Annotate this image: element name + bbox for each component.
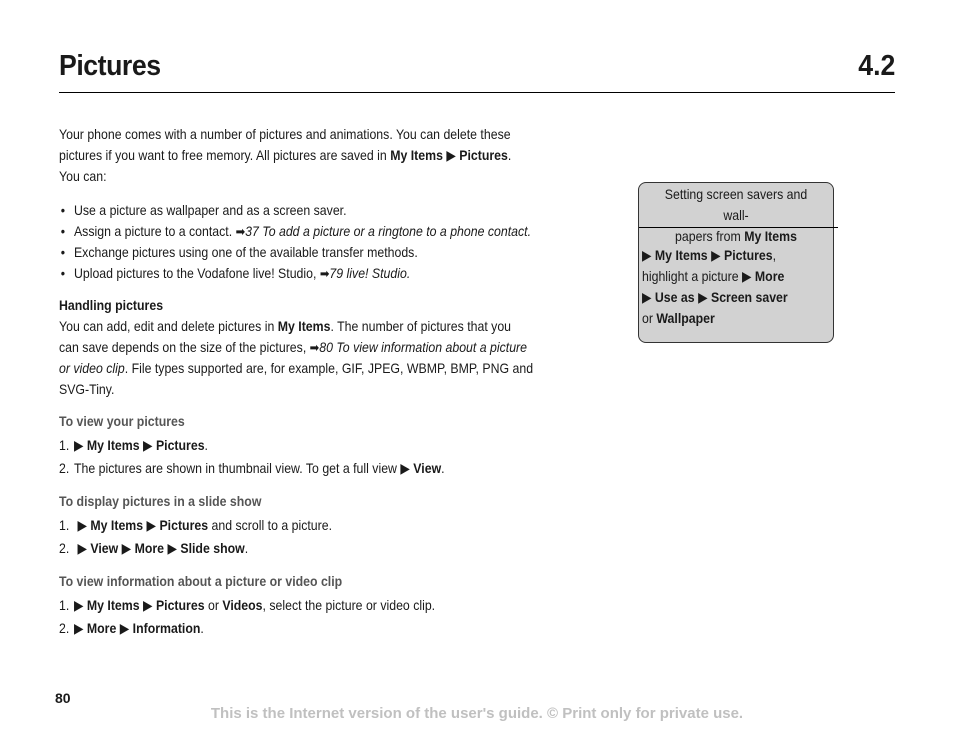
arrow-right-icon: ▶ xyxy=(77,540,87,556)
step-item: 1. ▶ My Items ▶ Pictures. xyxy=(59,437,208,453)
list-item: • Upload pictures to the Vodafone live! Studio, ➡79 live! Studio. xyxy=(59,263,534,284)
arrow-right-icon: ▶ xyxy=(642,289,652,305)
procedure-heading: To view information about a picture or video clip xyxy=(59,573,343,589)
tip-box xyxy=(638,182,834,343)
arrow-right-icon: ▶ xyxy=(711,247,721,263)
arrow-right-icon: ▶ xyxy=(446,147,456,163)
arrow-right-icon: ▶ xyxy=(73,437,84,453)
cross-reference-link[interactable]: 37 To add a picture or a ringtone to a phone contact. xyxy=(245,223,532,239)
step-item: 1. ▶ My Items ▶ Pictures and scroll to a picture. xyxy=(59,517,333,533)
arrow-right-icon: ▶ xyxy=(698,289,708,305)
arrow-right-icon: ▶ xyxy=(73,620,84,636)
arrow-right-icon: ▶ xyxy=(642,247,652,263)
intro-line-3: You can: xyxy=(59,168,107,184)
list-item: • Exchange pictures using one of the available transfer methods. xyxy=(59,242,534,263)
menu-pictures: Pictures xyxy=(459,147,508,163)
list-item: • Assign a picture to a contact. ➡37 To add a picture or a ringtone to a phone contact. xyxy=(59,221,534,242)
page-number: 80 xyxy=(55,690,71,706)
section-number: 4.2 xyxy=(857,50,895,82)
step-list xyxy=(59,594,534,640)
reference-arrow-icon: ➡ xyxy=(319,266,330,281)
step-item: 2. ▶ More ▶ Information. xyxy=(59,620,204,636)
header-rule xyxy=(59,92,895,93)
arrow-right-icon: ▶ xyxy=(146,517,157,533)
handling-section xyxy=(59,295,534,400)
procedure-info xyxy=(59,571,534,640)
arrow-right-icon: ▶ xyxy=(742,268,752,284)
step-item: 2. The pictures are shown in thumbnail view. To get a full view ▶ View. xyxy=(59,460,445,476)
intro-line-2: pictures if you want to free memory. All pictures are saved in My Items ▶ Pictures. xyxy=(59,147,512,163)
page-title: Pictures xyxy=(59,50,161,82)
intro-line-1: Your phone comes with a number of pictures and animations. You can delete these xyxy=(59,126,511,142)
cross-reference-link[interactable]: 80 To view information about a picture xyxy=(319,339,528,355)
menu-my-items: My Items xyxy=(390,147,443,163)
cross-reference-link[interactable]: 79 live! Studio. xyxy=(329,265,411,281)
step-list xyxy=(59,514,534,560)
procedure-view xyxy=(59,411,534,480)
tip-heading: Setting screen savers and wall- papers from My Items xyxy=(664,186,808,244)
intro-paragraph xyxy=(59,124,534,187)
arrow-right-icon: ▶ xyxy=(77,517,87,533)
procedure-heading: To display pictures in a slide show xyxy=(59,493,262,509)
handling-heading: Handling pictures xyxy=(59,297,164,313)
step-list xyxy=(59,434,534,480)
handling-line-4: SVG-Tiny. xyxy=(59,381,115,397)
handling-line-3: or video clip. File types supported are, for example, GIF, JPEG, WBMP, BMP, PNG and xyxy=(59,360,534,376)
step-item: 1. ▶ My Items ▶ Pictures or Videos, select the picture or video clip. xyxy=(59,597,436,613)
tip-body: ▶ My Items ▶ Pictures, highlight a picture ▶ More ▶ Use as ▶ Screen saver or Wallpaper xyxy=(642,247,788,326)
procedure-slideshow xyxy=(59,491,534,560)
arrow-right-icon: ▶ xyxy=(143,437,153,453)
arrow-right-icon: ▶ xyxy=(167,540,177,556)
arrow-right-icon: ▶ xyxy=(73,597,84,613)
reference-arrow-icon: ➡ xyxy=(309,340,320,355)
list-item: • Use a picture as wallpaper and as a screen saver. xyxy=(59,200,534,221)
arrow-right-icon: ▶ xyxy=(121,540,132,556)
procedure-heading: To view your pictures xyxy=(59,413,185,429)
reference-arrow-icon: ➡ xyxy=(235,224,246,239)
handling-line-1: You can add, edit and delete pictures in My Items. The number of pictures that you xyxy=(59,318,512,334)
arrow-right-icon: ▶ xyxy=(119,620,130,636)
main-column xyxy=(59,124,599,640)
cross-reference-link[interactable]: or video clip xyxy=(59,360,125,376)
footer-notice: This is the Internet version of the user's guide. © Print only for private use. xyxy=(210,705,744,722)
step-item: 2. ▶ View ▶ More ▶ Slide show. xyxy=(59,540,249,556)
tip-divider xyxy=(639,227,838,228)
feature-list xyxy=(59,200,534,284)
handling-line-2: can save depends on the size of the pictures, ➡80 To view information about a picture xyxy=(59,339,528,355)
arrow-right-icon: ▶ xyxy=(143,597,153,613)
arrow-right-icon: ▶ xyxy=(400,460,410,476)
